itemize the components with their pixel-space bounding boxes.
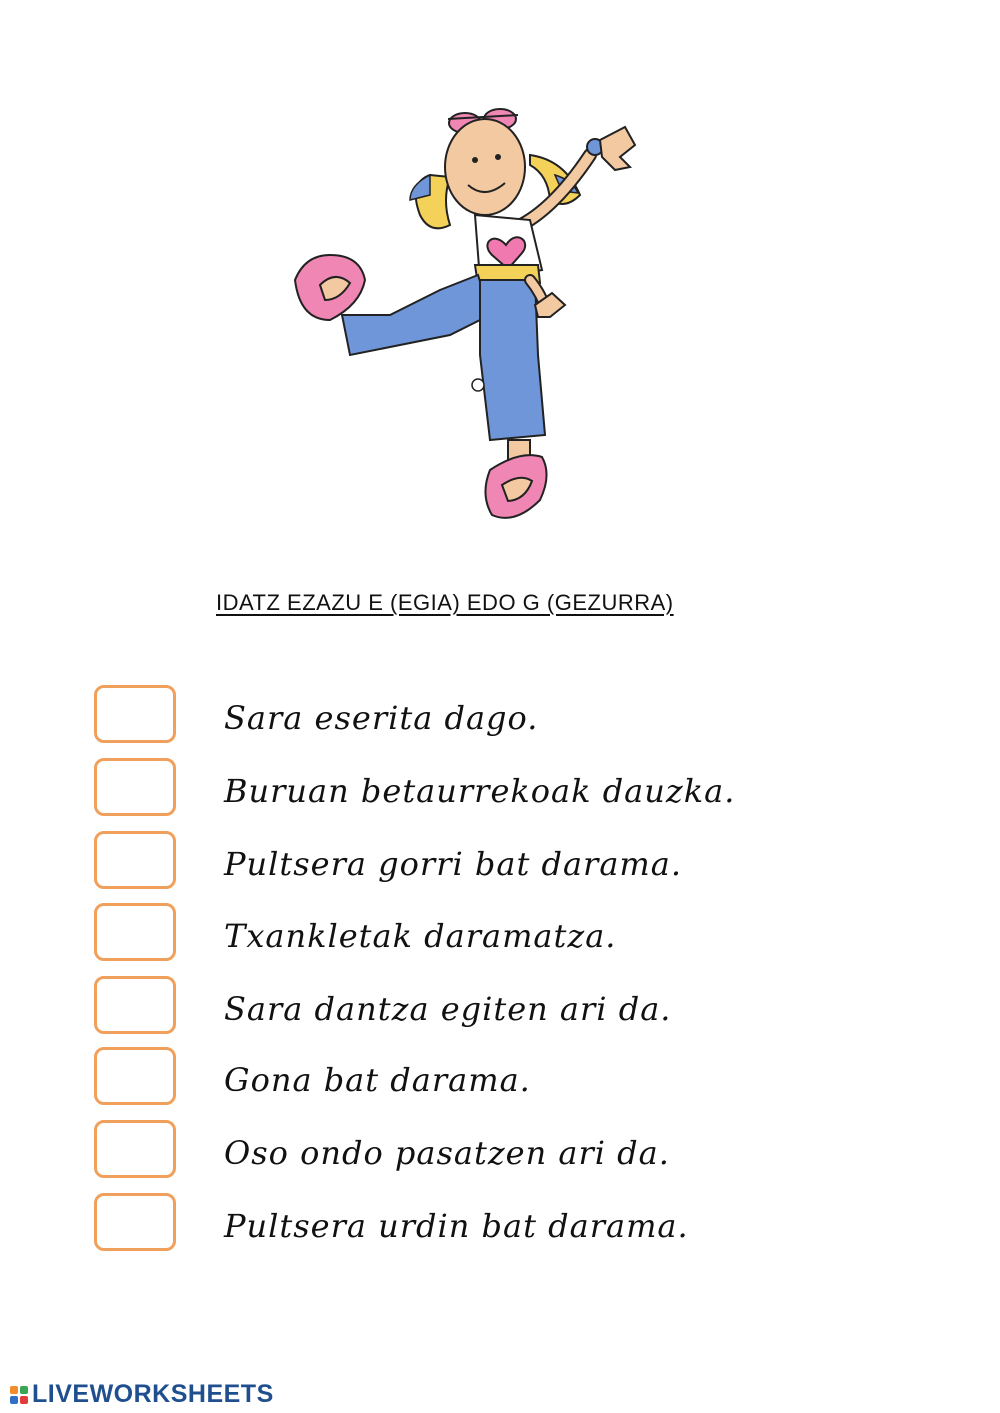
list-item — [92, 758, 892, 822]
answer-box-8[interactable] — [94, 1193, 176, 1251]
dancing-girl-illustration — [280, 105, 660, 535]
statement-text-2: Buruan betaurrekoak dauzka. — [224, 772, 736, 810]
footer-brand[interactable] — [10, 1380, 274, 1409]
list-item — [92, 1047, 892, 1111]
answer-box-4[interactable] — [94, 903, 176, 961]
answer-box-6[interactable] — [94, 1047, 176, 1105]
list-item — [92, 685, 892, 749]
statement-text-8: Pultsera urdin bat darama. — [224, 1207, 689, 1245]
statement-text-4: Txankletak daramatza. — [224, 917, 617, 955]
liveworksheets-logo-icon — [10, 1386, 28, 1404]
answer-box-3[interactable] — [94, 831, 176, 889]
list-item — [92, 1193, 892, 1257]
brand-name: LIVEWORKSHEETS — [32, 1380, 274, 1408]
answer-box-7[interactable] — [94, 1120, 176, 1178]
answer-box-1[interactable] — [94, 685, 176, 743]
statement-text-3: Pultsera gorri bat darama. — [224, 845, 683, 883]
answer-box-5[interactable] — [94, 976, 176, 1034]
statement-text-7: Oso ondo pasatzen ari da. — [224, 1134, 670, 1172]
instruction-heading: IDATZ EZAZU E (EGIA) EDO G (GEZURRA) — [216, 590, 674, 615]
statement-text-5: Sara dantza egiten ari da. — [224, 990, 672, 1028]
statement-text-6: Gona bat darama. — [224, 1061, 531, 1099]
list-item — [92, 1120, 892, 1184]
list-item — [92, 831, 892, 895]
statement-text-1: Sara eserita dago. — [224, 699, 539, 737]
list-item — [92, 976, 892, 1040]
head-icon — [445, 119, 525, 215]
list-item — [92, 903, 892, 967]
answer-box-2[interactable] — [94, 758, 176, 816]
